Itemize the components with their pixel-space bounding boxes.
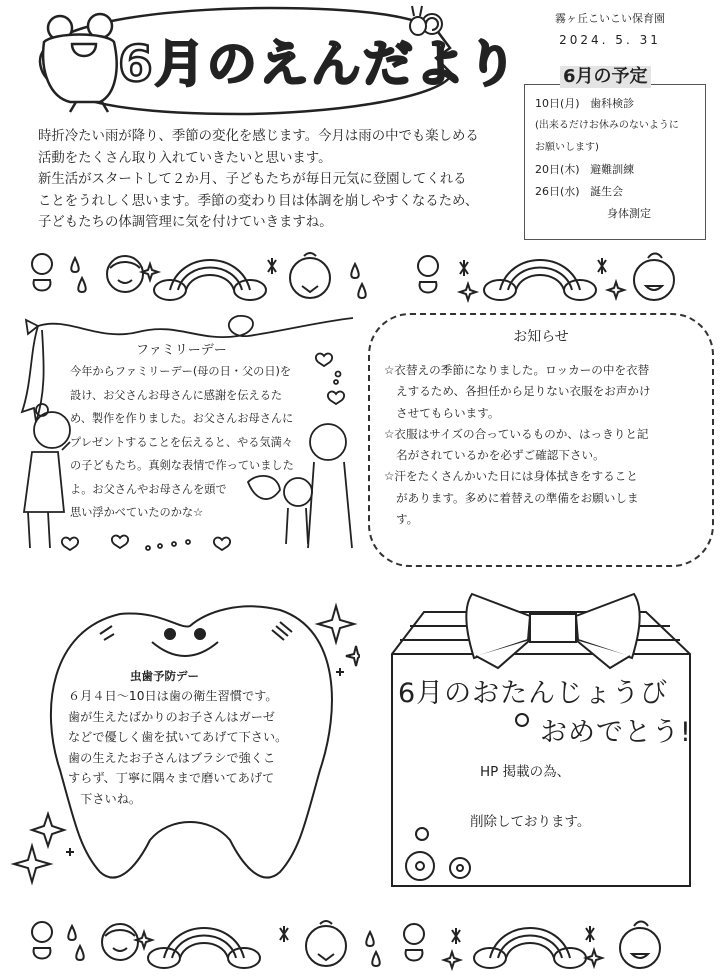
doll-icon [32,922,52,959]
bow-icon [466,594,640,668]
schedule-note: (出来るだけお休みのないように [535,120,679,131]
father-illustration-icon [308,424,352,548]
asterisk-icon [598,258,606,274]
page-title: 6月のえんだより [118,35,519,93]
girl-face-icon [620,922,660,969]
notice-item: ☆衣替えの季節になりました。ロッカーの中を衣替 えするため、各担任から足りない衣服をお声かけ させてもらいます。 [384,363,651,420]
shine-icon [272,622,292,640]
notice-item: ☆衣服はサイズの合っているものか、はっきりと記 名がされているかを必ずご確認下さい。 [384,426,649,463]
sparkle-icon [346,646,360,666]
issue-date: 2024. 5. 31 [559,33,661,47]
sparkle-icon [460,284,476,300]
asterisk-icon [586,926,594,942]
asterisk-icon [460,260,468,276]
sparkle-icon [32,814,64,846]
hearts-row-icon [62,536,230,550]
asterisk-icon [452,928,460,944]
smile-face-icon [152,629,218,656]
schedule-note: お願いします) [535,142,599,153]
schedule-item: 26日(水) 誕生会 [535,185,624,198]
schedule-list [535,93,679,225]
family-day-title: ファミリーデー [136,343,227,358]
sparkle-icon [444,952,460,968]
rainbow-icon [154,260,266,300]
asterisk-icon [280,926,288,942]
girl-face-icon [306,921,346,966]
raindrop-icon [68,926,84,960]
birthday-heading: 6月のおたんじょうび [398,678,669,709]
notice-item: ☆汗をたくさんかいた日には身体拭きをすること があります。多めに着替えの準備をお願いしま す。 [384,469,639,527]
sparkle-icon [142,264,158,280]
birthday-note: HP 掲載の為、 [480,764,571,780]
notice-list [384,360,704,530]
flower-icon [406,714,528,880]
sparkle-icon [14,846,50,882]
girl-face-icon [290,253,330,298]
rainbow-icon [474,928,586,968]
intro-paragraph: 時折冷たい雨が降り、季節の変化を感じます。今月は雨の中でも楽しめる 活動をたくさん取り入れていきたいと思います。 新生活がスタートして２か月、子どもたちが毎日元気に登園してくれる ことをうれしく思います。季節の変わり目は体調を崩しやすくなるため、 子どもたちの体調管理に気を付けていきますね。 [38,129,479,230]
school-name: 霧ヶ丘こいこい保育園 [555,12,665,25]
doll-icon [404,924,424,961]
plus-sparkle-icon [336,668,344,676]
decorative-border-top [20,250,710,310]
raindrop-icon [71,258,86,292]
birthday-note: 削除しております。 [470,814,591,830]
sparkle-icon [586,950,602,966]
schedule-item: 身体測定 [607,207,651,220]
schedule-title: 6月の予定 [560,66,651,88]
doll-icon [418,256,438,293]
raindrop-icon [351,264,366,298]
notice-title: お知らせ [513,329,569,345]
rainbow-icon [484,260,596,300]
decorative-border-bottom [20,918,710,978]
face-icon [102,924,138,960]
face-icon [107,256,143,292]
mother-illustration-icon [24,404,70,548]
schedule-item: 10日(月) 歯科検診 [535,97,635,110]
doll-icon [32,254,52,291]
sparkle-icon [608,282,624,298]
asterisk-icon [268,258,276,274]
girl-face-icon [634,254,674,301]
heart-icon [316,354,332,366]
plus-sparkle-icon [66,848,74,856]
heart-icon [328,392,344,404]
birthday-congrats: おめでとう! [540,717,692,748]
rainbow-icon [148,928,260,968]
family-day-body: 今年からファミリーデー(母の日・父の日)を 設け、お父さんお母さんに感謝を伝えるた め、製作を作りました。お父さんお母さんに プレゼントすることを伝えると、やる気満々 の子どもたち。真剣な表情で作っていました よ。お父さんやお母さんを頭で 思い浮かべていたのかな☆ [70,365,294,519]
tooth-body: ６月４日～10日は歯の衛生習慣です。 歯が生えたばかりのお子さんはガーゼ などで優しく歯を拭いてあげて下さい。 歯の生えたお子さんはブラシで強くこ すらず、丁寧に隅々まで磨いてあげて 下さいね。 [68,689,288,806]
raindrop-icon [366,932,380,966]
tooth-title: 虫歯予防デー [130,669,199,683]
schedule-item: 20日(木) 避難訓練 [535,163,635,176]
shine-icon [100,626,114,640]
sparkle-icon [318,606,354,642]
